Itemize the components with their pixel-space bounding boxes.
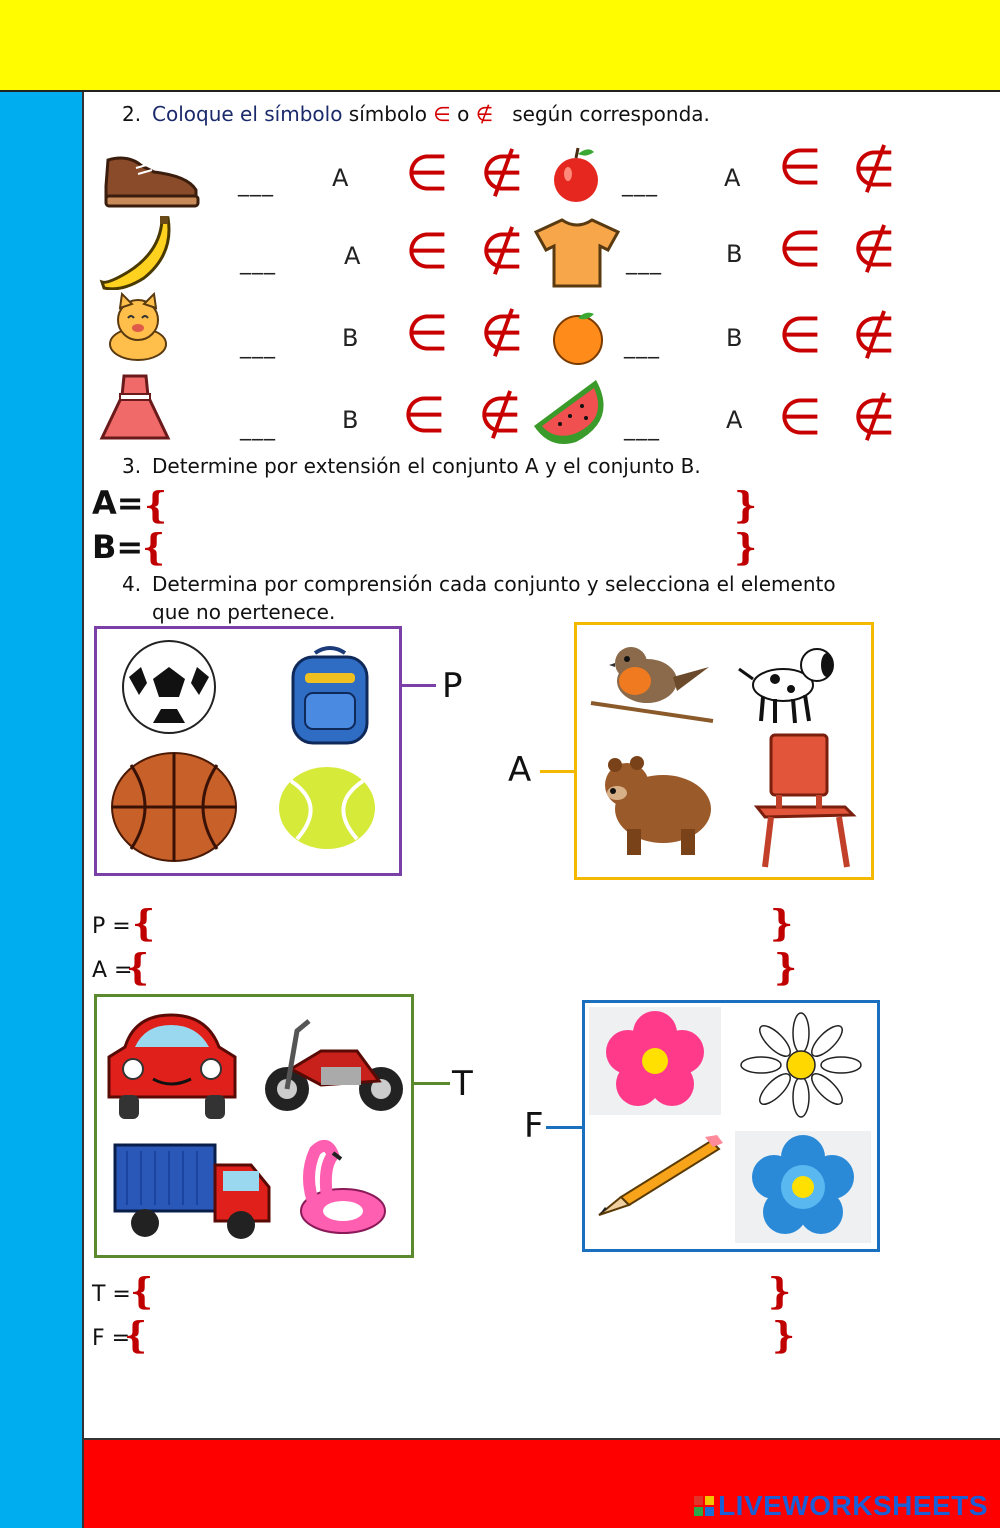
set-f-label: F [524, 1106, 544, 1146]
element-of-symbol[interactable]: ∈ [778, 306, 822, 364]
dog-icon [735, 639, 845, 727]
not-element-of-symbol[interactable]: ∉ [478, 386, 522, 444]
close-brace: } [774, 947, 798, 989]
bird-icon [587, 637, 717, 727]
cat-icon [96, 292, 180, 362]
set-t-connector [414, 1082, 450, 1085]
element-of-symbol[interactable]: ∈ [778, 220, 822, 278]
apple-icon [548, 146, 604, 204]
close-brace: } [734, 527, 758, 569]
element-of-symbol[interactable]: ∈ [402, 386, 446, 444]
set-t-box [94, 994, 414, 1258]
tshirt-icon [534, 216, 620, 288]
liveworksheets-logo [694, 1490, 988, 1522]
backpack-icon [285, 643, 375, 747]
element-of-symbol[interactable]: ∈ [405, 144, 449, 202]
watermelon-icon [530, 376, 610, 446]
not-element-of-symbol[interactable]: ∉ [852, 220, 896, 278]
pink-flower-icon [589, 1007, 721, 1115]
not-element-of-symbol[interactable]: ∉ [480, 144, 524, 202]
open-brace: { [144, 485, 168, 527]
soccer-ball-icon [119, 637, 219, 737]
question-number: 2. [122, 102, 142, 126]
banana-icon [98, 214, 178, 290]
question-3 [122, 454, 701, 478]
set-p-box [94, 626, 402, 876]
answer-blank[interactable]: ___ [240, 334, 276, 359]
chair-icon [749, 733, 859, 869]
logo-mark-icon [694, 1496, 714, 1516]
question-number: 3. [122, 454, 142, 478]
question-text: o [450, 102, 476, 126]
question-text: Determine por extensión el conjunto A y el conjunto B. [152, 454, 701, 478]
set-letter: A [344, 242, 361, 270]
set-letter: A [724, 164, 741, 192]
element-of-symbol[interactable]: ∈ [405, 304, 449, 362]
open-brace: { [132, 903, 156, 945]
element-of-symbol[interactable]: ∈ [778, 138, 822, 196]
set-letter: B [726, 324, 743, 352]
open-brace: { [142, 527, 166, 569]
set-f-box [582, 1000, 880, 1252]
set-a-label: A [508, 750, 532, 790]
question-text: símbolo [342, 102, 434, 126]
element-of-symbol[interactable]: ∈ [778, 388, 822, 446]
set-b-label: B= [92, 528, 144, 566]
not-element-of-symbol[interactable]: ∉ [480, 222, 524, 280]
set-p-equation-label: P = [92, 914, 131, 939]
question-2 [122, 102, 710, 126]
car-icon [101, 1007, 243, 1123]
not-element-of-symbol: ∉ [475, 102, 494, 126]
orange-icon [552, 310, 604, 366]
not-element-of-symbol[interactable]: ∉ [852, 388, 896, 446]
close-brace: } [768, 1271, 792, 1313]
close-brace: } [770, 903, 794, 945]
close-brace: } [772, 1315, 796, 1357]
close-brace: } [734, 485, 758, 527]
set-f-equation-label: F = [92, 1326, 131, 1351]
question-text: que no pertenece. [152, 600, 336, 624]
set-f-connector [546, 1126, 582, 1129]
set-a-equation-label: A = [92, 958, 133, 983]
set-a-label: A= [92, 484, 144, 522]
logo-text: LIVEWORKSHEETS [718, 1490, 988, 1521]
shoe-icon [98, 146, 204, 212]
header-band [0, 0, 1000, 92]
set-a-connector [540, 770, 574, 773]
set-a-box [574, 622, 874, 880]
answer-blank[interactable]: ___ [624, 334, 660, 359]
set-letter: B [342, 406, 359, 434]
question-text: Determina por comprensión cada conjunto y selecciona el elemento [152, 572, 836, 596]
answer-blank[interactable]: ___ [240, 416, 276, 441]
dress-icon [98, 372, 172, 444]
set-p-label: P [442, 666, 463, 706]
set-letter: B [726, 240, 743, 268]
answer-blank[interactable]: ___ [626, 250, 662, 275]
not-element-of-symbol[interactable]: ∉ [480, 304, 524, 362]
set-letter: A [332, 164, 349, 192]
set-t-equation-label: T = [92, 1282, 131, 1307]
not-element-of-symbol[interactable]: ∉ [852, 306, 896, 364]
element-of-symbol: ∈ [433, 102, 451, 126]
footer-band [84, 1438, 1000, 1528]
question-text: Coloque el símbolo [152, 102, 343, 126]
set-letter: B [342, 324, 359, 352]
basketball-icon [109, 751, 239, 863]
open-brace: { [124, 1315, 148, 1357]
open-brace: { [126, 947, 150, 989]
side-band [0, 92, 84, 1528]
question-text: según corresponda. [512, 102, 710, 126]
element-of-symbol[interactable]: ∈ [405, 222, 449, 280]
set-letter: A [726, 406, 743, 434]
set-p-connector [402, 684, 436, 687]
motorcycle-icon [261, 1011, 407, 1115]
daisy-icon [735, 1011, 867, 1119]
pencil-icon [593, 1135, 723, 1219]
answer-blank[interactable]: ___ [624, 416, 660, 441]
set-t-label: T [452, 1064, 473, 1104]
bear-icon [593, 749, 719, 861]
flamingo-float-icon [293, 1137, 389, 1237]
truck-icon [111, 1141, 273, 1241]
question-number: 4. [122, 572, 142, 596]
answer-blank[interactable]: ___ [238, 172, 274, 197]
not-element-of-symbol[interactable]: ∉ [852, 140, 896, 198]
answer-blank[interactable]: ___ [622, 172, 658, 197]
tennis-ball-icon [277, 765, 377, 851]
blue-flower-icon [735, 1131, 871, 1243]
question-4 [122, 570, 836, 626]
answer-blank[interactable]: ___ [240, 250, 276, 275]
open-brace: { [130, 1271, 154, 1313]
